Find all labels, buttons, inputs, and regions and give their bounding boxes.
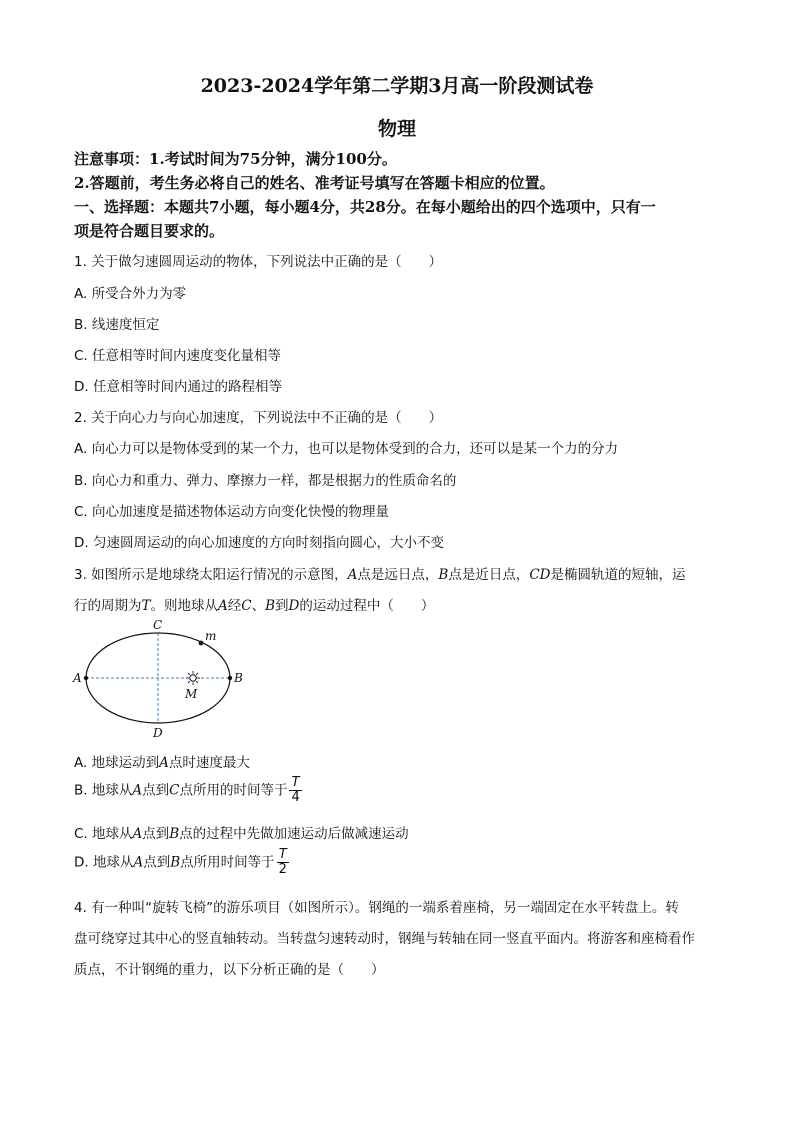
label-m-sun: M [185,687,198,701]
q2-stem: 2. 关于向心力与向心加速度，下列说法中不正确的是（ ） [74,410,443,426]
q1-option-b: B. 线速度恒定 [74,317,160,333]
q1-option-c: C. 任意相等时间内速度变化量相等 [74,348,282,364]
q4-stem-line-3: 质点，不计钢绳的重力，以下分析正确的是（ ） [74,962,385,978]
point-b-dot [228,676,232,680]
q2-option-d: D. 匀速圆周运动的向心加速度的方向时刻指向圆心，大小不变 [74,535,444,551]
q2-option-b: B. 向心力和重力、弹力、摩擦力一样，都是根据力的性质命名的 [74,473,457,489]
orbit-diagram [66,616,256,744]
q1-option-d: D. 任意相等时间内通过的路程相等 [74,379,282,395]
notice-line-1: 注意事项：1.考试时间为75分钟，满分100分。 [74,150,397,168]
sun-icon [186,671,200,685]
point-a-dot [84,676,88,680]
q3-option-c: C. 地球从A点到B点的过程中先做加速运动后做减速运动 [74,826,409,842]
label-b: B [234,671,243,685]
exam-title: 2023-2024学年第二学期3月高一阶段测试卷 [200,75,594,97]
label-d: D [153,726,163,740]
fraction-t-over-2: $\frac{T}{2}$ [278,847,287,877]
fraction-t-over-4: $\frac{T}{4}$ [291,775,300,805]
label-c: C [153,618,163,632]
label-m-earth: m [205,629,217,643]
q2-option-a: A. 向心力可以是物体受到的某一个力，也可以是物体受到的合力，还可以是某一个力的分力 [74,441,619,457]
earth-m-dot [199,641,204,646]
q1-stem: 1. 关于做匀速圆周运动的物体，下列说法中正确的是（ ） [74,254,443,270]
exam-subject: 物理 [377,118,416,140]
label-a: A [73,671,82,685]
notice-line-2: 2.答题前，考生务必将自己的姓名、准考证号填写在答题卡相应的位置。 [74,174,555,192]
section-heading-line-2: 项是符合题目要求的。 [74,222,225,240]
q3-option-b: B. 地球从A点到C点所用的时间等于 $\frac{T}{4}$ [74,775,300,805]
q3-option-a: A. 地球运动到A点时速度最大 [74,755,250,771]
q3-option-d: D. 地球从A点到B点所用时间等于 $\frac{T}{2}$ [74,847,287,877]
q3-stem-line-1: 3. 如图所示是地球绕太阳运行情况的示意图，A点是远日点，B点是近日点，CD是椭圆轨道的短轴，运 [74,567,686,583]
q1-option-a: A. 所受合外力为零 [74,286,187,302]
q2-option-c: C. 向心加速度是描述物体运动方向变化快慢的物理量 [74,504,390,520]
q4-stem-line-1: 4. 有一种叫“旋转飞椅”的游乐项目（如图所示）。钢绳的一端系着座椅，另一端固定在水平转盘上。转 [74,900,679,916]
q3-stem-line-2: 行的周期为T。则地球从A经C、B到D的运动过程中（ ） [74,598,435,614]
q4-stem-line-2: 盘可绕穿过其中心的竖直轴转动。当转盘匀速转动时，钢绳与转轴在同一竖直平面内。将游客和座椅看作 [74,931,695,947]
section-heading-line-1: 一、选择题：本题共7小题，每小题4分，共28分。在每小题给出的四个选项中，只有一 [74,198,656,216]
